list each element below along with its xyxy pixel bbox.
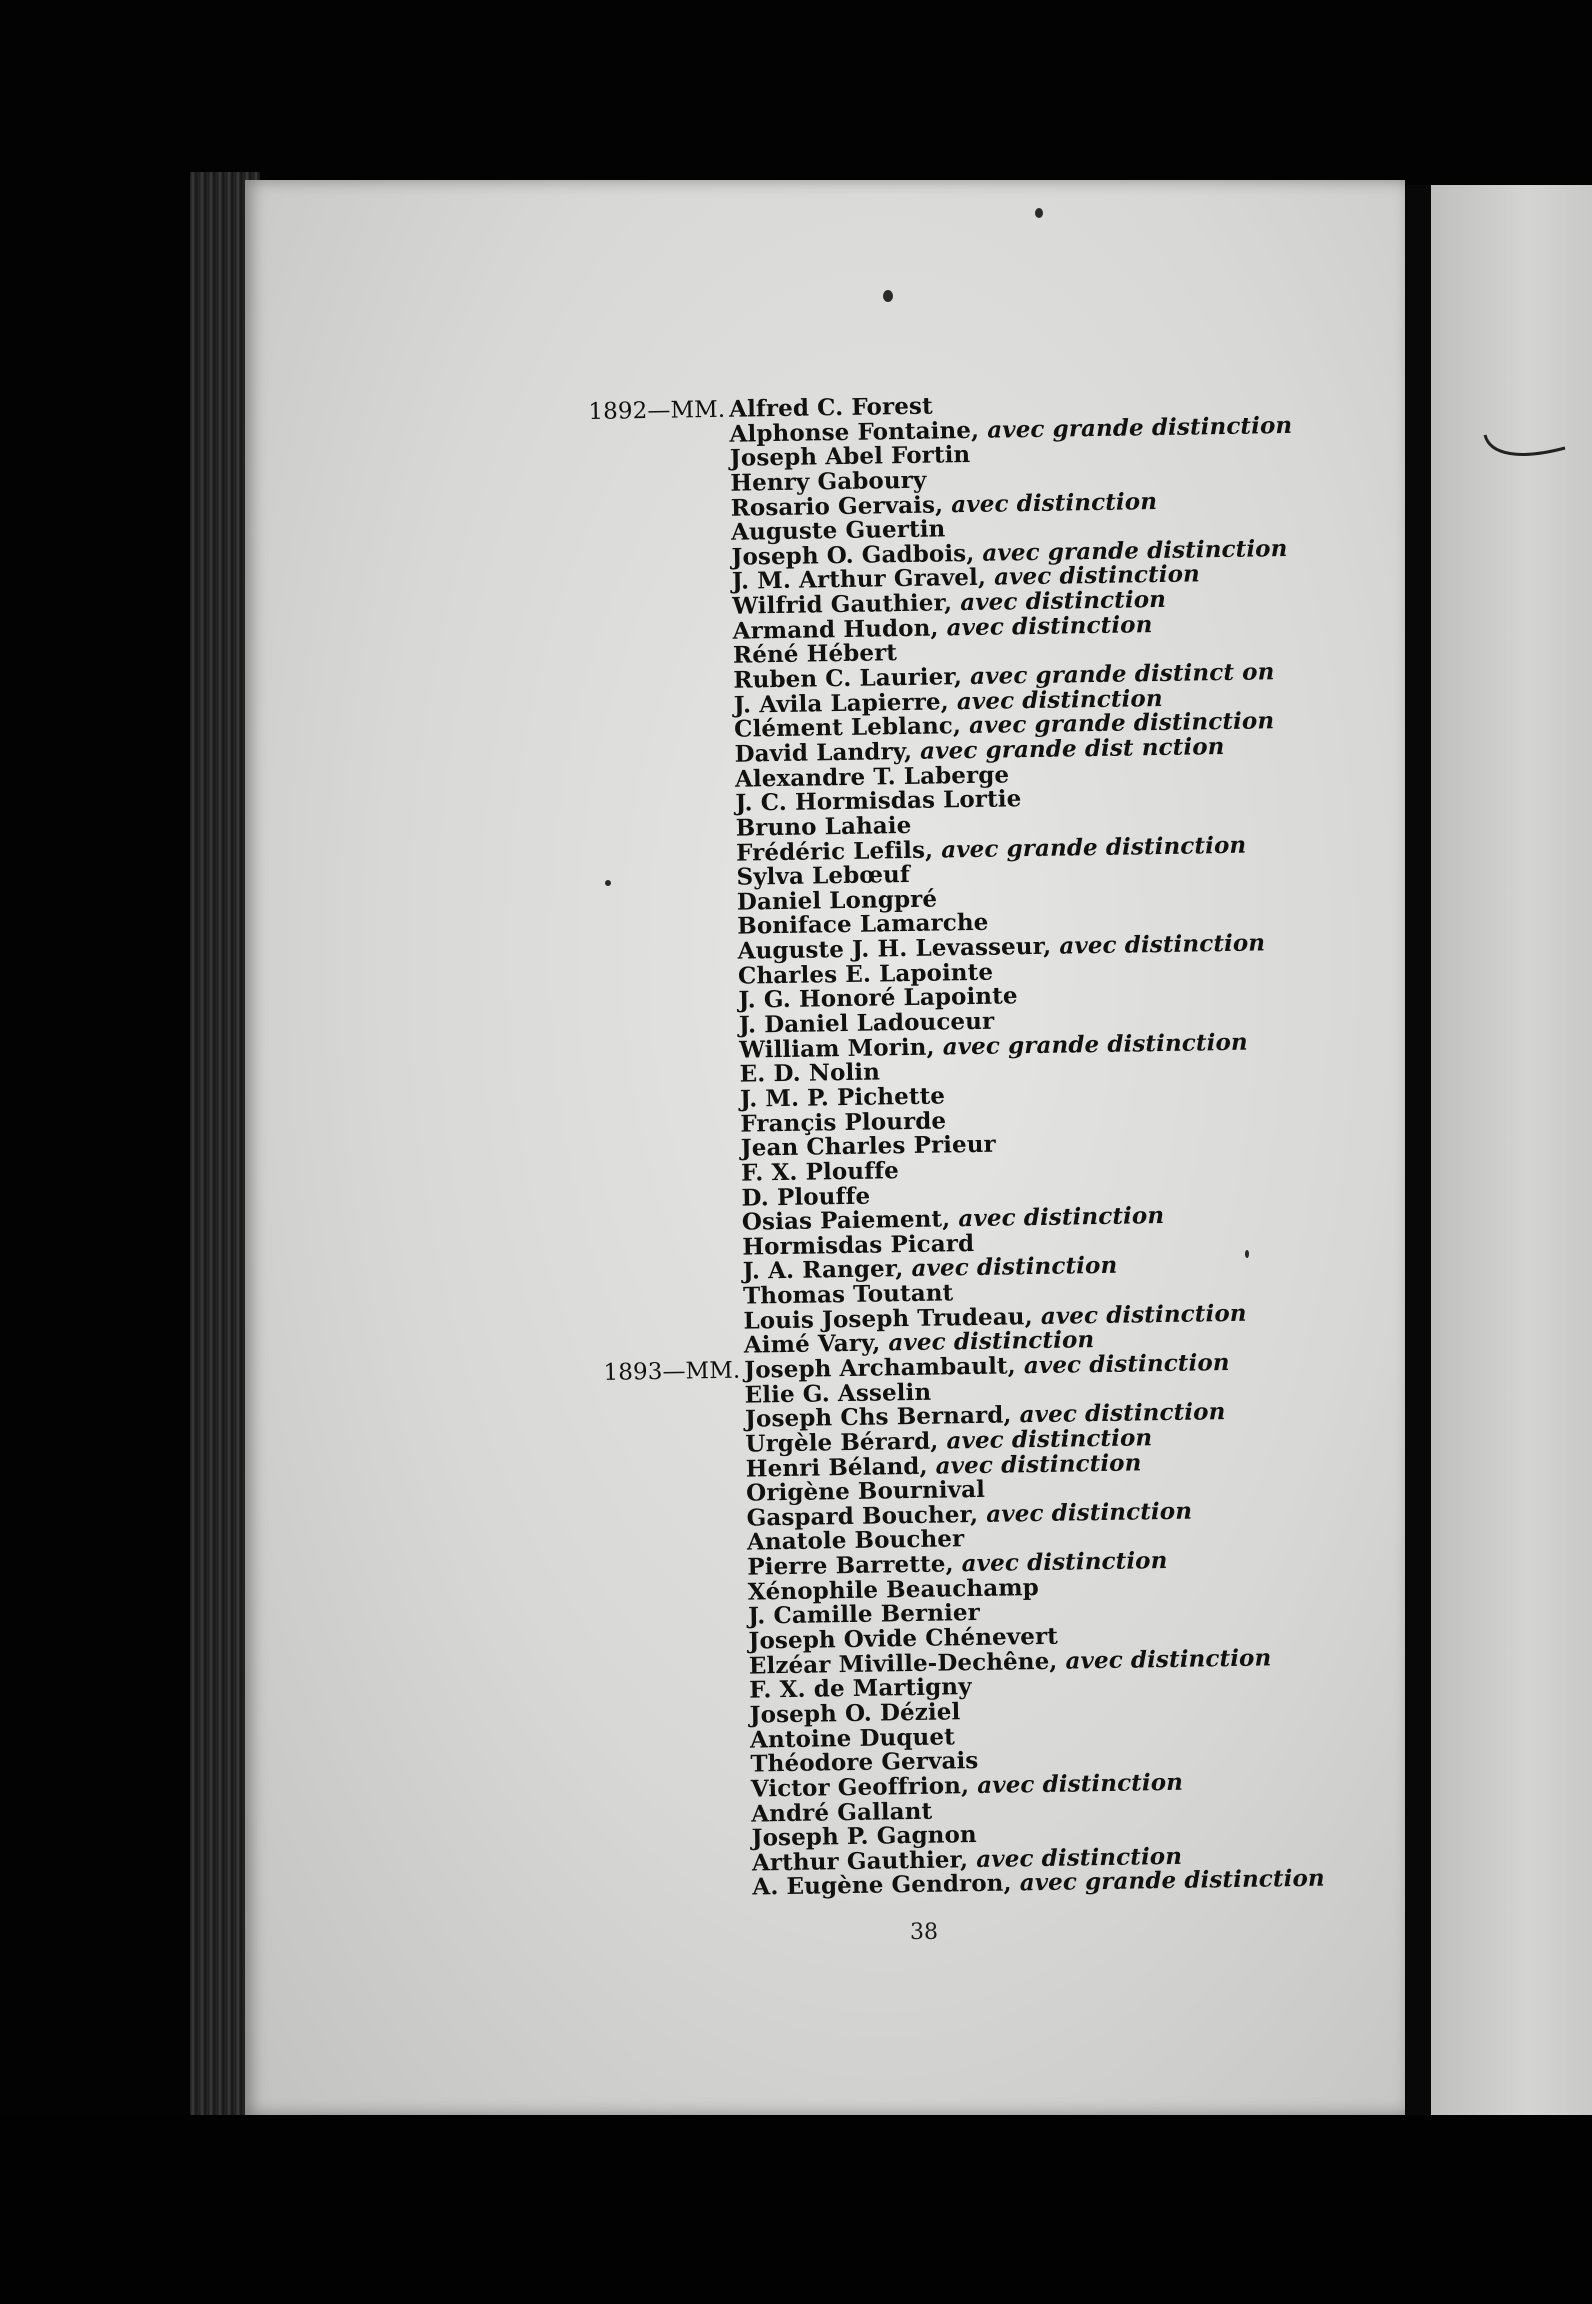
graduate-name: Théodore Gervais	[750, 1747, 979, 1778]
bottom-shadow	[0, 2115, 1592, 2304]
graduate-name: J. A. Ranger,	[742, 1255, 904, 1286]
distinction-note: avec grande distinction	[968, 707, 1275, 740]
graduate-name: William Morin,	[739, 1033, 935, 1064]
graduate-name: Thomas Toutant	[742, 1279, 954, 1310]
graduate-name: Boniface Lamarche	[737, 909, 989, 941]
distinction-note: avec distinction	[1040, 1299, 1247, 1330]
graduate-name: Henry Gaboury	[730, 466, 927, 497]
distinction-note: avec grande distinction	[942, 1028, 1248, 1061]
graduate-name: Sylva Lebœuf	[736, 861, 911, 891]
graduate-name: Joseph Chs Bernard,	[744, 1401, 1012, 1433]
page-gutter	[1405, 185, 1431, 2115]
distinction-note: avec distinction	[1065, 1644, 1272, 1675]
distinction-note: avec grande distinction	[941, 831, 1247, 863]
graduate-name: Charles E. Lapointe	[737, 958, 994, 990]
distinction-note: avec distinction	[960, 586, 1167, 617]
graduate-name: Joseph O. Gadbois,	[731, 539, 975, 571]
graduate-name: Elzéar Miville-Dechêne,	[748, 1647, 1058, 1680]
graduate-name: Anatole Boucher	[746, 1525, 965, 1557]
distinction-note: avec grande dist nction	[919, 732, 1225, 765]
distinction-note: avec distinction	[888, 1326, 1095, 1357]
graduate-name: Rosario Gervais,	[730, 490, 944, 522]
graduate-name: F. X. Plouffe	[740, 1157, 900, 1187]
graduate-name: Victor Geoffrion,	[750, 1772, 970, 1803]
graduate-name: J. G. Honoré Lapointe	[738, 982, 1018, 1015]
graduate-name: Auguste J. H. Levasseur,	[737, 932, 1052, 965]
graduate-name: Gaspard Boucher,	[746, 1500, 979, 1532]
distinction-note: avec distinction	[956, 684, 1163, 715]
distinction-note: avec grande distinction	[1019, 1865, 1325, 1897]
graduate-name: Hormisdas Picard	[742, 1229, 975, 1261]
graduate-name: D. Plouffe	[741, 1182, 871, 1212]
graduate-name: Pierre Barrette,	[747, 1550, 954, 1581]
graduate-name: Françis Plourde	[740, 1106, 947, 1138]
graduate-name: Bruno Lahaie	[735, 811, 912, 842]
distinction-note: avec distinction	[1059, 929, 1266, 960]
distinction-note: avec distinction	[946, 610, 1153, 642]
graduate-name: Ruben C. Laurier,	[733, 663, 963, 694]
graduate-name: Xénophile Beauchamp	[747, 1573, 1040, 1606]
graduate-name: Joseph O. Déziel	[749, 1698, 961, 1729]
distinction-note: avec distinction	[935, 1448, 1142, 1480]
graduate-name: Elie G. Asselin	[744, 1378, 932, 1409]
graduate-name: Jean Charles Prieur	[740, 1130, 997, 1162]
distinction-note: avec grande distinction	[982, 534, 1288, 567]
distinction-note: avec distinction	[958, 1202, 1165, 1233]
graduate-name: Origène Bournival	[745, 1476, 986, 1507]
graduate-name: Aimé Vary,	[743, 1329, 881, 1359]
year-label: 1893—MM.	[603, 1357, 741, 1386]
graduate-name: David Landry,	[734, 737, 913, 768]
graduate-name: F. X. de Martigny	[749, 1673, 972, 1704]
graduate-name: Joseph Archambault,	[744, 1352, 1016, 1384]
next-page-edge	[1431, 185, 1592, 2115]
graduate-name: Alphonse Fontaine,	[729, 416, 980, 448]
distinction-note: avec distinction	[1019, 1398, 1226, 1429]
graduate-name: Clément Leblanc,	[733, 712, 962, 744]
distinction-note: avec distinction	[961, 1547, 1168, 1578]
graduate-name: J. C. Hormisdas Lortie	[735, 785, 1022, 817]
graduate-name: Joseph Ovide Chénevert	[748, 1622, 1059, 1655]
distinction-note: avec distinction	[986, 1497, 1193, 1528]
year-label: 1892—MM.	[588, 396, 726, 425]
distinction-note: avec distinction	[1023, 1348, 1230, 1380]
distinction-note: avec grande distinction	[987, 411, 1293, 444]
distinction-note: avec distinction	[976, 1842, 1183, 1873]
distinction-note: avec distinction	[911, 1252, 1118, 1283]
graduate-name: J. Avila Lapierre,	[733, 688, 949, 719]
graduate-name: J. M. Arthur Gravel,	[731, 564, 987, 596]
distinction-note: avec grande distinct on	[969, 658, 1275, 691]
graduate-name: Urgèle Bérard,	[745, 1427, 939, 1458]
ink-speck	[1035, 208, 1043, 218]
graduate-name: Arthur Gauthier,	[751, 1845, 969, 1877]
page-number: 38	[910, 1920, 938, 1945]
graduate-name: J. Daniel Ladouceur	[738, 1007, 995, 1039]
graduate-name: J. M. P. Pichette	[739, 1082, 946, 1113]
graduate-name: Louis Joseph Trudeau,	[743, 1302, 1033, 1335]
graduate-name: Henri Béland,	[745, 1452, 928, 1483]
graduate-name: Wilfrid Gauthier,	[732, 589, 953, 620]
graduate-name: André Gallant	[751, 1797, 933, 1828]
distinction-note: avec distinction	[977, 1768, 1184, 1799]
graduate-name: E. D. Nolin	[739, 1058, 881, 1088]
graduate-name: Armand Hudon,	[732, 614, 939, 645]
graduate-name: Osias Paiement,	[741, 1205, 951, 1236]
graduate-name: J. Camille Bernier	[747, 1599, 981, 1630]
graduate-name: Daniel Longpré	[736, 885, 938, 916]
pen-mark	[1480, 430, 1570, 470]
graduate-name: Joseph Abel Fortin	[729, 441, 971, 473]
graduate-name: Réné Hébert	[732, 639, 898, 670]
graduate-name: Antoine Duquet	[749, 1722, 956, 1754]
graduate-name: Auguste Guertin	[730, 515, 946, 546]
distinction-note: avec distinction	[946, 1424, 1153, 1455]
ink-speck	[883, 290, 893, 302]
graduate-name: Frédéric Lefils,	[735, 836, 934, 867]
graduate-name: Alfred C. Forest	[728, 392, 933, 423]
graduate-name: Joseph P. Gagnon	[751, 1821, 977, 1852]
distinction-note: avec distinction	[993, 560, 1201, 592]
distinction-note: avec distinction	[951, 487, 1158, 518]
graduate-name: Alexandre T. Laberge	[734, 760, 1010, 793]
graduate-list	[585, 388, 1389, 1903]
graduate-name: A. Eugène Gendron,	[752, 1869, 1012, 1901]
